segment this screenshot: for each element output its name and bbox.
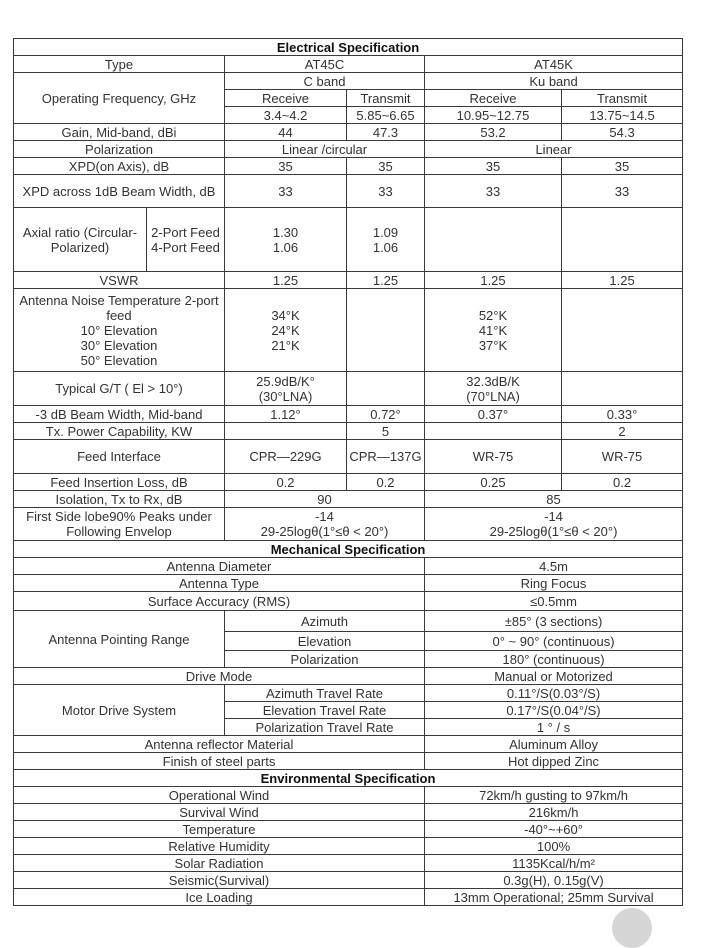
scroll-to-top-button[interactable]: [612, 908, 652, 948]
noise-c: 34°K 24°K 21°K: [225, 289, 347, 372]
xpd-beam-value: 33: [425, 175, 562, 208]
xpd-axis-value: 35: [347, 158, 425, 175]
polarization-label: Polarization: [225, 651, 425, 668]
band-k: Ku band: [425, 73, 683, 90]
xpd-beam-value: 33: [562, 175, 683, 208]
insertion-value: 0.2: [347, 474, 425, 491]
env-value: 216km/h: [425, 804, 683, 821]
beam-value: 1.12°: [225, 406, 347, 423]
power-k-receive: [425, 423, 562, 440]
noise-k-transmit: [562, 289, 683, 372]
k-transmit-freq: 13.75~14.5: [562, 107, 683, 124]
c-transmit-label: Transmit: [347, 90, 425, 107]
pol-c: Linear /circular: [225, 141, 425, 158]
feed-label: Feed Interface: [14, 440, 225, 474]
surface-value: ≤0.5mm: [425, 592, 683, 611]
gain-value: 47.3: [347, 124, 425, 141]
az-rate-label: Azimuth Travel Rate: [225, 685, 425, 702]
axial-k-receive: [425, 208, 562, 272]
env-value: 100%: [425, 838, 683, 855]
env-value: 13mm Operational; 25mm Survival: [425, 889, 683, 906]
k-receive-freq: 10.95~12.75: [425, 107, 562, 124]
insertion-label: Feed Insertion Loss, dB: [14, 474, 225, 491]
reflector-value: Aluminum Alloy: [425, 736, 683, 753]
gt-k: 32.3dB/K (70°LNA): [425, 372, 562, 406]
axial-feeds: 2-Port Feed 4-Port Feed: [147, 208, 225, 272]
type-label: Type: [14, 56, 225, 73]
gain-value: 44: [225, 124, 347, 141]
vswr-value: 1.25: [225, 272, 347, 289]
power-label: Tx. Power Capability, KW: [14, 423, 225, 440]
env-value: 0.3g(H), 0.15g(V): [425, 872, 683, 889]
electrical-heading: Electrical Specification: [14, 39, 683, 56]
c-receive-freq: 3.4~4.2: [225, 107, 347, 124]
freq-label: Operating Frequency, GHz: [14, 73, 225, 124]
model-k: AT45K: [425, 56, 683, 73]
xpd-axis-value: 35: [425, 158, 562, 175]
steel-label: Finish of steel parts: [14, 753, 425, 770]
gain-label: Gain, Mid-band, dBi: [14, 124, 225, 141]
beam-value: 0.72°: [347, 406, 425, 423]
xpd-beam-value: 33: [225, 175, 347, 208]
vswr-value: 1.25: [425, 272, 562, 289]
feed-value: CPR—229G: [225, 440, 347, 474]
vswr-value: 1.25: [347, 272, 425, 289]
env-label: Seismic(Survival): [14, 872, 425, 889]
elevation-value: 0° ~ 90° (continuous): [425, 632, 683, 651]
xpd-beam-value: 33: [347, 175, 425, 208]
power-c-receive: [225, 423, 347, 440]
surface-label: Surface Accuracy (RMS): [14, 592, 425, 611]
env-label: Relative Humidity: [14, 838, 425, 855]
reflector-label: Antenna reflector Material: [14, 736, 425, 753]
beam-value: 0.37°: [425, 406, 562, 423]
sidelobe-c: -14 29-25logθ(1°≤θ < 20°): [225, 508, 425, 541]
steel-value: Hot dipped Zinc: [425, 753, 683, 770]
feed-value: CPR—137G: [347, 440, 425, 474]
xpd-beam-label: XPD across 1dB Beam Width, dB: [14, 175, 225, 208]
k-transmit-label: Transmit: [562, 90, 683, 107]
environmental-heading: Environmental Specification: [14, 770, 683, 787]
env-label: Survival Wind: [14, 804, 425, 821]
antenna-type-value: Ring Focus: [425, 575, 683, 592]
gt-c-transmit: [347, 372, 425, 406]
k-receive-label: Receive: [425, 90, 562, 107]
insertion-value: 0.2: [225, 474, 347, 491]
noise-label: Antenna Noise Temperature 2-port feed 10° Elevation 30° Elevation 50° Elevation: [14, 289, 225, 372]
power-k: 2: [562, 423, 683, 440]
env-label: Operational Wind: [14, 787, 425, 804]
c-transmit-freq: 5.85~6.65: [347, 107, 425, 124]
pol-label: Polarization: [14, 141, 225, 158]
feed-value: WR-75: [425, 440, 562, 474]
mechanical-heading: Mechanical Specification: [14, 541, 683, 558]
diameter-label: Antenna Diameter: [14, 558, 425, 575]
azimuth-value: ±85° (3 sections): [425, 611, 683, 632]
drive-label: Drive Mode: [14, 668, 425, 685]
xpd-axis-value: 35: [562, 158, 683, 175]
axial-c-receive: 1.30 1.06: [225, 208, 347, 272]
c-receive-label: Receive: [225, 90, 347, 107]
axial-c-transmit: 1.09 1.06: [347, 208, 425, 272]
xpd-axis-value: 35: [225, 158, 347, 175]
pointing-label: Antenna Pointing Range: [14, 611, 225, 668]
gain-value: 53.2: [425, 124, 562, 141]
noise-k: 52°K 41°K 37°K: [425, 289, 562, 372]
azimuth-label: Azimuth: [225, 611, 425, 632]
isolation-c: 90: [225, 491, 425, 508]
gt-k-transmit: [562, 372, 683, 406]
el-rate-value: 0.17°/S(0.04°/S): [425, 702, 683, 719]
pol-rate-label: Polarization Travel Rate: [225, 719, 425, 736]
noise-c-transmit: [347, 289, 425, 372]
polarization-value: 180° (continuous): [425, 651, 683, 668]
motor-label: Motor Drive System: [14, 685, 225, 736]
sidelobe-k: -14 29-25logθ(1°≤θ < 20°): [425, 508, 683, 541]
sidelobe-label: First Side lobe90% Peaks under Following Envelop: [14, 508, 225, 541]
isolation-label: Isolation, Tx to Rx, dB: [14, 491, 225, 508]
env-label: Solar Radiation: [14, 855, 425, 872]
elevation-label: Elevation: [225, 632, 425, 651]
insertion-value: 0.25: [425, 474, 562, 491]
beam-label: -3 dB Beam Width, Mid-band: [14, 406, 225, 423]
band-c: C band: [225, 73, 425, 90]
spec-table: [13, 38, 683, 906]
model-c: AT45C: [225, 56, 425, 73]
gain-value: 54.3: [562, 124, 683, 141]
vswr-value: 1.25: [562, 272, 683, 289]
diameter-value: 4.5m: [425, 558, 683, 575]
el-rate-label: Elevation Travel Rate: [225, 702, 425, 719]
env-label: Ice Loading: [14, 889, 425, 906]
xpd-axis-label: XPD(on Axis), dB: [14, 158, 225, 175]
env-value: -40°~+60°: [425, 821, 683, 838]
gt-label: Typical G/T ( El > 10°): [14, 372, 225, 406]
antenna-type-label: Antenna Type: [14, 575, 425, 592]
drive-value: Manual or Motorized: [425, 668, 683, 685]
gt-c: 25.9dB/K° (30°LNA): [225, 372, 347, 406]
vswr-label: VSWR: [14, 272, 225, 289]
env-value: 1135Kcal/h/m²: [425, 855, 683, 872]
power-c: 5: [347, 423, 425, 440]
isolation-k: 85: [425, 491, 683, 508]
az-rate-value: 0.11°/S(0.03°/S): [425, 685, 683, 702]
axial-label: Axial ratio (Circular-Polarized): [14, 208, 147, 272]
insertion-value: 0.2: [562, 474, 683, 491]
pol-rate-value: 1 ° / s: [425, 719, 683, 736]
env-value: 72km/h gusting to 97km/h: [425, 787, 683, 804]
feed-value: WR-75: [562, 440, 683, 474]
pol-k: Linear: [425, 141, 683, 158]
axial-k-transmit: [562, 208, 683, 272]
env-label: Temperature: [14, 821, 425, 838]
beam-value: 0.33°: [562, 406, 683, 423]
